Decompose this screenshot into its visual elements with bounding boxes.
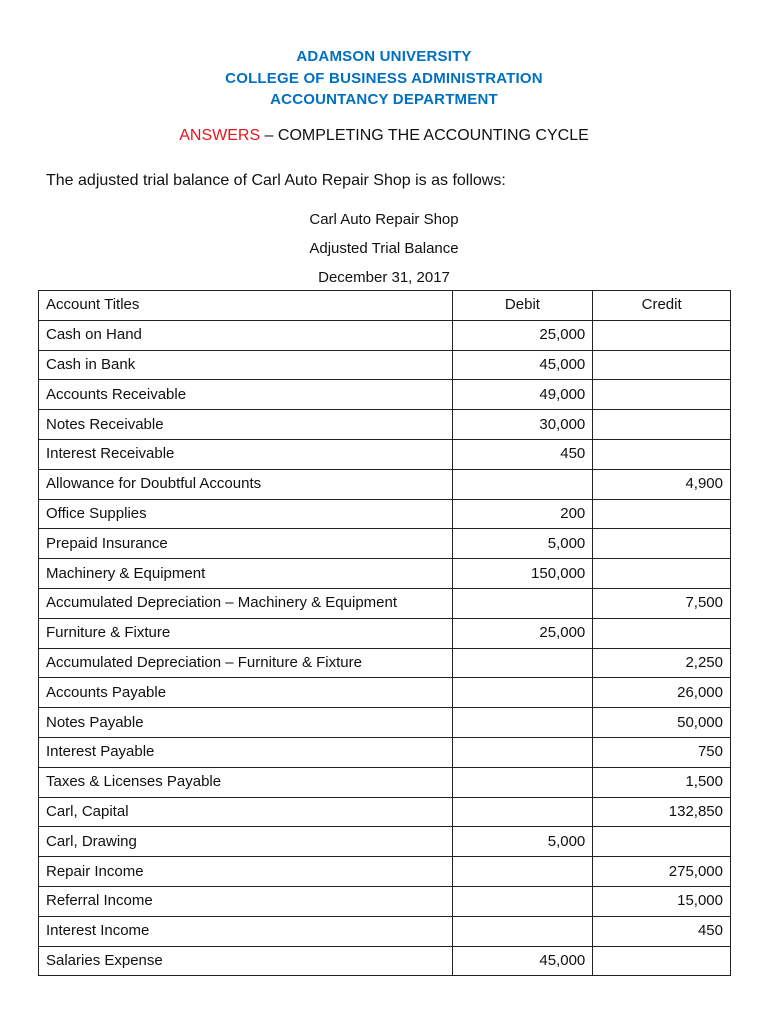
table-row bbox=[39, 857, 731, 887]
debit-cell bbox=[452, 767, 593, 797]
header-credit: Credit bbox=[593, 291, 731, 321]
credit-cell bbox=[593, 439, 731, 469]
debit-cell bbox=[452, 916, 593, 946]
credit-cell bbox=[593, 559, 731, 589]
header-account-titles: Account Titles bbox=[39, 291, 453, 321]
account-title-cell: Notes Payable bbox=[39, 708, 453, 738]
account-title-cell: Interest Receivable bbox=[39, 439, 453, 469]
account-title-cell: Notes Receivable bbox=[39, 410, 453, 440]
account-title-cell: Cash on Hand bbox=[39, 320, 453, 350]
credit-cell: 1,500 bbox=[593, 767, 731, 797]
table-row bbox=[39, 737, 731, 767]
debit-cell: 45,000 bbox=[452, 946, 593, 976]
debit-cell: 30,000 bbox=[452, 410, 593, 440]
answers-label: ANSWERS bbox=[179, 127, 261, 144]
table-row bbox=[39, 886, 731, 916]
table-row bbox=[39, 320, 731, 350]
table-row bbox=[39, 559, 731, 589]
debit-cell bbox=[452, 737, 593, 767]
credit-cell bbox=[593, 529, 731, 559]
table-row bbox=[39, 439, 731, 469]
credit-cell: 132,850 bbox=[593, 797, 731, 827]
debit-cell bbox=[452, 469, 593, 499]
debit-cell: 150,000 bbox=[452, 559, 593, 589]
debit-cell: 49,000 bbox=[452, 380, 593, 410]
debit-cell bbox=[452, 648, 593, 678]
account-title-cell: Referral Income bbox=[39, 886, 453, 916]
table-row bbox=[39, 469, 731, 499]
credit-cell bbox=[593, 827, 731, 857]
table-row bbox=[39, 588, 731, 618]
table-row bbox=[39, 380, 731, 410]
debit-cell bbox=[452, 588, 593, 618]
credit-cell: 15,000 bbox=[593, 886, 731, 916]
table-row bbox=[39, 618, 731, 648]
debit-cell: 25,000 bbox=[452, 320, 593, 350]
table-row bbox=[39, 648, 731, 678]
credit-cell: 7,500 bbox=[593, 588, 731, 618]
debit-cell bbox=[452, 857, 593, 887]
account-title-cell: Carl, Drawing bbox=[39, 827, 453, 857]
account-title-cell: Repair Income bbox=[39, 857, 453, 887]
debit-cell: 25,000 bbox=[452, 618, 593, 648]
debit-cell: 5,000 bbox=[452, 529, 593, 559]
account-title-cell: Accounts Receivable bbox=[39, 380, 453, 410]
debit-cell: 450 bbox=[452, 439, 593, 469]
debit-cell: 5,000 bbox=[452, 827, 593, 857]
credit-cell bbox=[593, 380, 731, 410]
account-title-cell: Cash in Bank bbox=[39, 350, 453, 380]
table-row bbox=[39, 708, 731, 738]
debit-cell bbox=[452, 708, 593, 738]
account-title-cell: Accounts Payable bbox=[39, 678, 453, 708]
table-row bbox=[39, 916, 731, 946]
company-name: Carl Auto Repair Shop bbox=[309, 211, 459, 228]
account-title-cell: Prepaid Insurance bbox=[39, 529, 453, 559]
department-name: ACCOUNTANCY DEPARTMENT bbox=[270, 91, 498, 108]
credit-cell: 2,250 bbox=[593, 648, 731, 678]
table-row bbox=[39, 529, 731, 559]
account-title-cell: Office Supplies bbox=[39, 499, 453, 529]
college-name: COLLEGE OF BUSINESS ADMINISTRATION bbox=[225, 69, 543, 87]
trial-balance-table bbox=[38, 290, 731, 976]
debit-cell bbox=[452, 886, 593, 916]
table-row bbox=[39, 410, 731, 440]
debit-cell: 200 bbox=[452, 499, 593, 529]
credit-cell bbox=[593, 618, 731, 648]
account-title-cell: Allowance for Doubtful Accounts bbox=[39, 469, 453, 499]
title-text: – COMPLETING THE ACCOUNTING CYCLE bbox=[260, 127, 589, 144]
credit-cell: 275,000 bbox=[593, 857, 731, 887]
account-title-cell: Taxes & Licenses Payable bbox=[39, 767, 453, 797]
credit-cell: 450 bbox=[593, 916, 731, 946]
account-title-cell: Furniture & Fixture bbox=[39, 618, 453, 648]
credit-cell bbox=[593, 410, 731, 440]
table-row bbox=[39, 946, 731, 976]
credit-cell bbox=[593, 499, 731, 529]
account-title-cell: Machinery & Equipment bbox=[39, 559, 453, 589]
account-title-cell: Interest Payable bbox=[39, 737, 453, 767]
credit-cell: 750 bbox=[593, 737, 731, 767]
report-name: Adjusted Trial Balance bbox=[309, 240, 459, 257]
debit-cell bbox=[452, 797, 593, 827]
table-row bbox=[39, 678, 731, 708]
account-title-cell: Carl, Capital bbox=[39, 797, 453, 827]
table-row bbox=[39, 350, 731, 380]
intro-text: The adjusted trial balance of Carl Auto Repair Shop is as follows: bbox=[46, 172, 506, 189]
report-heading bbox=[0, 205, 768, 292]
table-row bbox=[39, 767, 731, 797]
table-header-row bbox=[39, 291, 731, 321]
account-title-cell: Interest Income bbox=[39, 916, 453, 946]
credit-cell bbox=[593, 946, 731, 976]
credit-cell: 4,900 bbox=[593, 469, 731, 499]
credit-cell: 26,000 bbox=[593, 678, 731, 708]
credit-cell bbox=[593, 350, 731, 380]
account-title-cell: Accumulated Depreciation – Machinery & Equipment bbox=[39, 588, 453, 618]
account-title-cell: Salaries Expense bbox=[39, 946, 453, 976]
report-date: December 31, 2017 bbox=[318, 269, 450, 286]
table-row bbox=[39, 797, 731, 827]
account-title-cell: Accumulated Depreciation – Furniture & Fixture bbox=[39, 648, 453, 678]
credit-cell: 50,000 bbox=[593, 708, 731, 738]
header-debit: Debit bbox=[452, 291, 593, 321]
table-row bbox=[39, 499, 731, 529]
debit-cell: 45,000 bbox=[452, 350, 593, 380]
table-row bbox=[39, 827, 731, 857]
document-title bbox=[0, 125, 768, 147]
debit-cell bbox=[452, 678, 593, 708]
document-header bbox=[0, 46, 768, 111]
credit-cell bbox=[593, 320, 731, 350]
university-name: ADAMSON UNIVERSITY bbox=[296, 48, 472, 65]
